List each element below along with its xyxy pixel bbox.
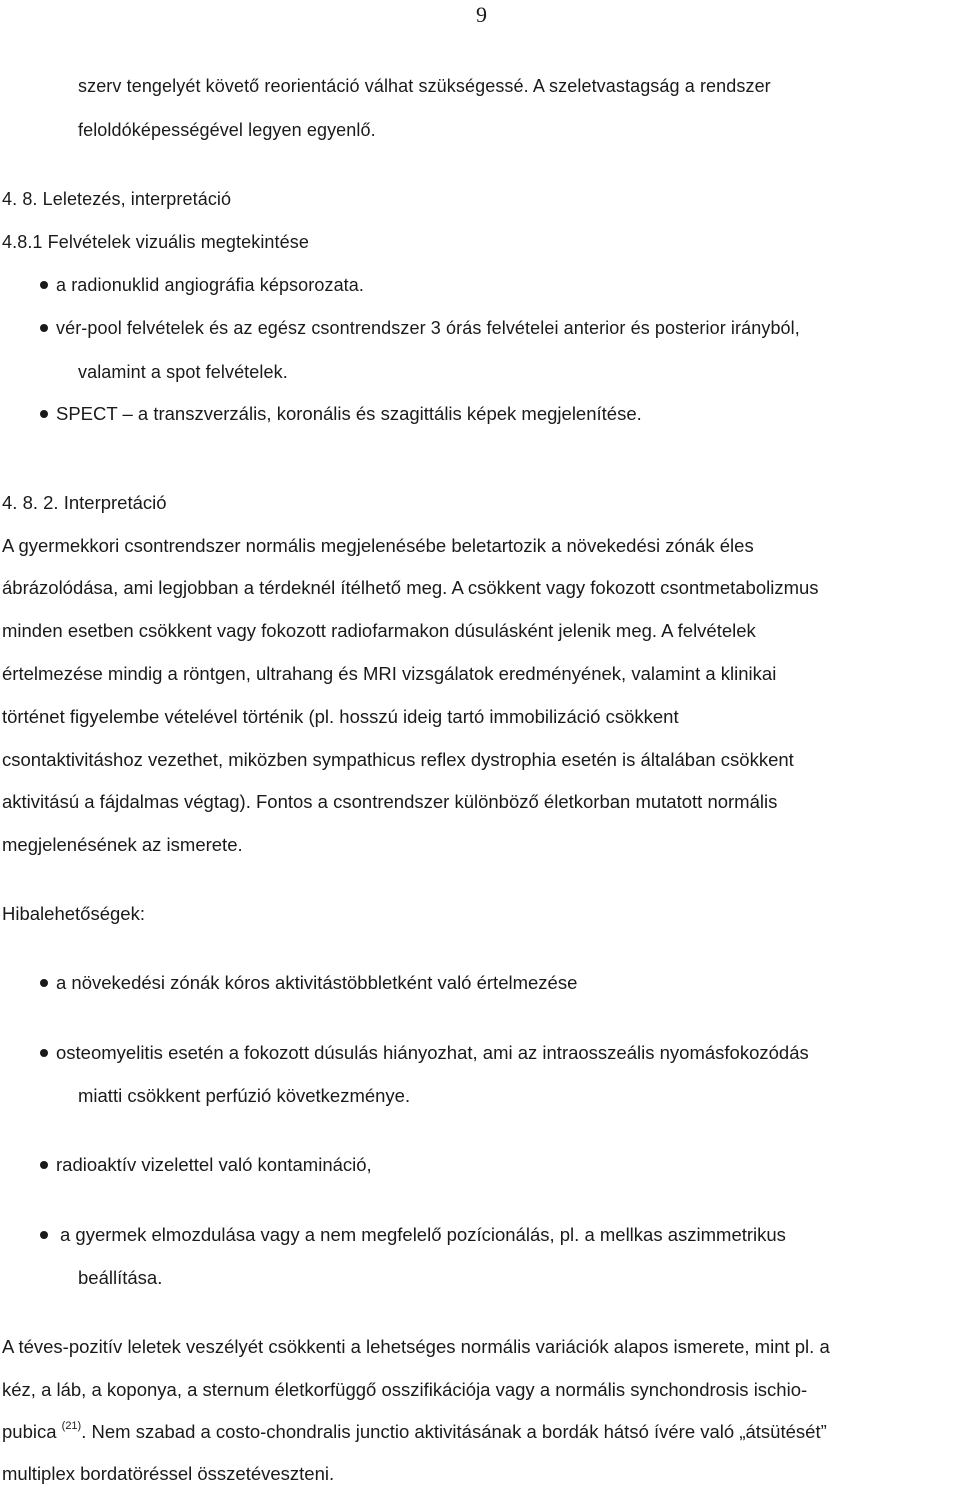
bullet-icon xyxy=(40,1231,48,1239)
pitfalls-heading: Hibalehetőségek: xyxy=(2,903,145,924)
paragraph-line-with-citation xyxy=(2,1420,827,1444)
paragraph-text: . Nem szabad a costo-chondralis junctio aktivitásának a bordák hátsó ívére való „átsütését” xyxy=(81,1421,827,1442)
paragraph-line: multiplex bordatöréssel összetéveszteni. xyxy=(2,1463,335,1484)
paragraph-line: megjelenésének az ismerete. xyxy=(2,834,243,855)
bullet-icon xyxy=(40,410,48,418)
list-item: a radionuklid angiográfia képsorozata. xyxy=(56,275,364,295)
list-item: a gyermek elmozdulása vagy a nem megfelelő pozícionálás, pl. a mellkas aszimmetrikus xyxy=(60,1224,786,1245)
bullet-icon xyxy=(40,281,48,289)
list-item: radioaktív vizelettel való kontamináció, xyxy=(56,1154,372,1175)
intro-line-2: feloldóképességével legyen egyenlő. xyxy=(78,120,376,140)
paragraph-line: ábrázolódása, ami legjobban a térdeknél ítélhető meg. A csökkent vagy fokozott csontmetabolizmus xyxy=(2,577,819,598)
bullet-icon xyxy=(40,324,48,332)
paragraph-line: minden esetben csökkent vagy fokozott radiofarmakon dúsulásként jelenik meg. A felvételek xyxy=(2,620,756,641)
paragraph-line: csontaktivitáshoz vezethet, miközben sympathicus reflex dystrophia esetén is általában csökkent xyxy=(2,749,794,770)
paragraph-text: pubica xyxy=(2,1421,57,1442)
bullet-icon xyxy=(40,1161,48,1169)
paragraph-line: A téves-pozitív leletek veszélyét csökkenti a lehetséges normális variációk alapos ismerete, mint pl. a xyxy=(2,1336,830,1357)
bullet-icon xyxy=(40,979,48,987)
list-item: SPECT – a transzverzális, koronális és szagittális képek megjelenítése. xyxy=(56,403,642,424)
list-item: vér-pool felvételek és az egész csontrendszer 3 órás felvételei anterior és posterior irányból, xyxy=(56,318,800,338)
list-item: osteomyelitis esetén a fokozott dúsulás hiányozhat, ami az intraosszeális nyomásfokozódás xyxy=(56,1042,809,1063)
section-heading: 4. 8. Leletezés, interpretáció xyxy=(2,189,232,209)
bullet-icon xyxy=(40,1049,48,1057)
page-number: 9 xyxy=(476,2,487,27)
interpretation-heading: 4. 8. 2. Interpretáció xyxy=(2,492,167,513)
list-item-continuation: miatti csökkent perfúzió következménye. xyxy=(78,1085,411,1106)
paragraph-line: A gyermekkori csontrendszer normális megjelenésébe beletartozik a növekedési zónák éles xyxy=(2,535,754,556)
intro-line-1: szerv tengelyét követő reorientáció válhat szükségessé. A szeletvastagság a rendszer xyxy=(78,76,771,96)
paragraph-line: történet figyelembe vételével történik (pl. hosszú ideig tartó immobilizáció csökkent xyxy=(2,706,679,727)
subsection-heading: 4.8.1 Felvételek vizuális megtekintése xyxy=(2,232,309,252)
paragraph-line: aktivitású a fájdalmas végtag). Fontos a csontrendszer különböző életkorban mutatott normális xyxy=(2,791,778,812)
paragraph-line: értelmezése mindig a röntgen, ultrahang és MRI vizsgálatok eredményének, valamint a klinikai xyxy=(2,663,777,684)
paragraph-line: kéz, a láb, a koponya, a sternum életkorfüggő osszifikációja vagy a normális synchondrosis ischio- xyxy=(2,1379,808,1400)
list-item-continuation: valamint a spot felvételek. xyxy=(78,362,288,382)
citation-marker: (21) xyxy=(61,1420,82,1432)
list-item-continuation: beállítása. xyxy=(78,1267,163,1288)
list-item: a növekedési zónák kóros aktivitástöbbletként való értelmezése xyxy=(56,972,578,993)
